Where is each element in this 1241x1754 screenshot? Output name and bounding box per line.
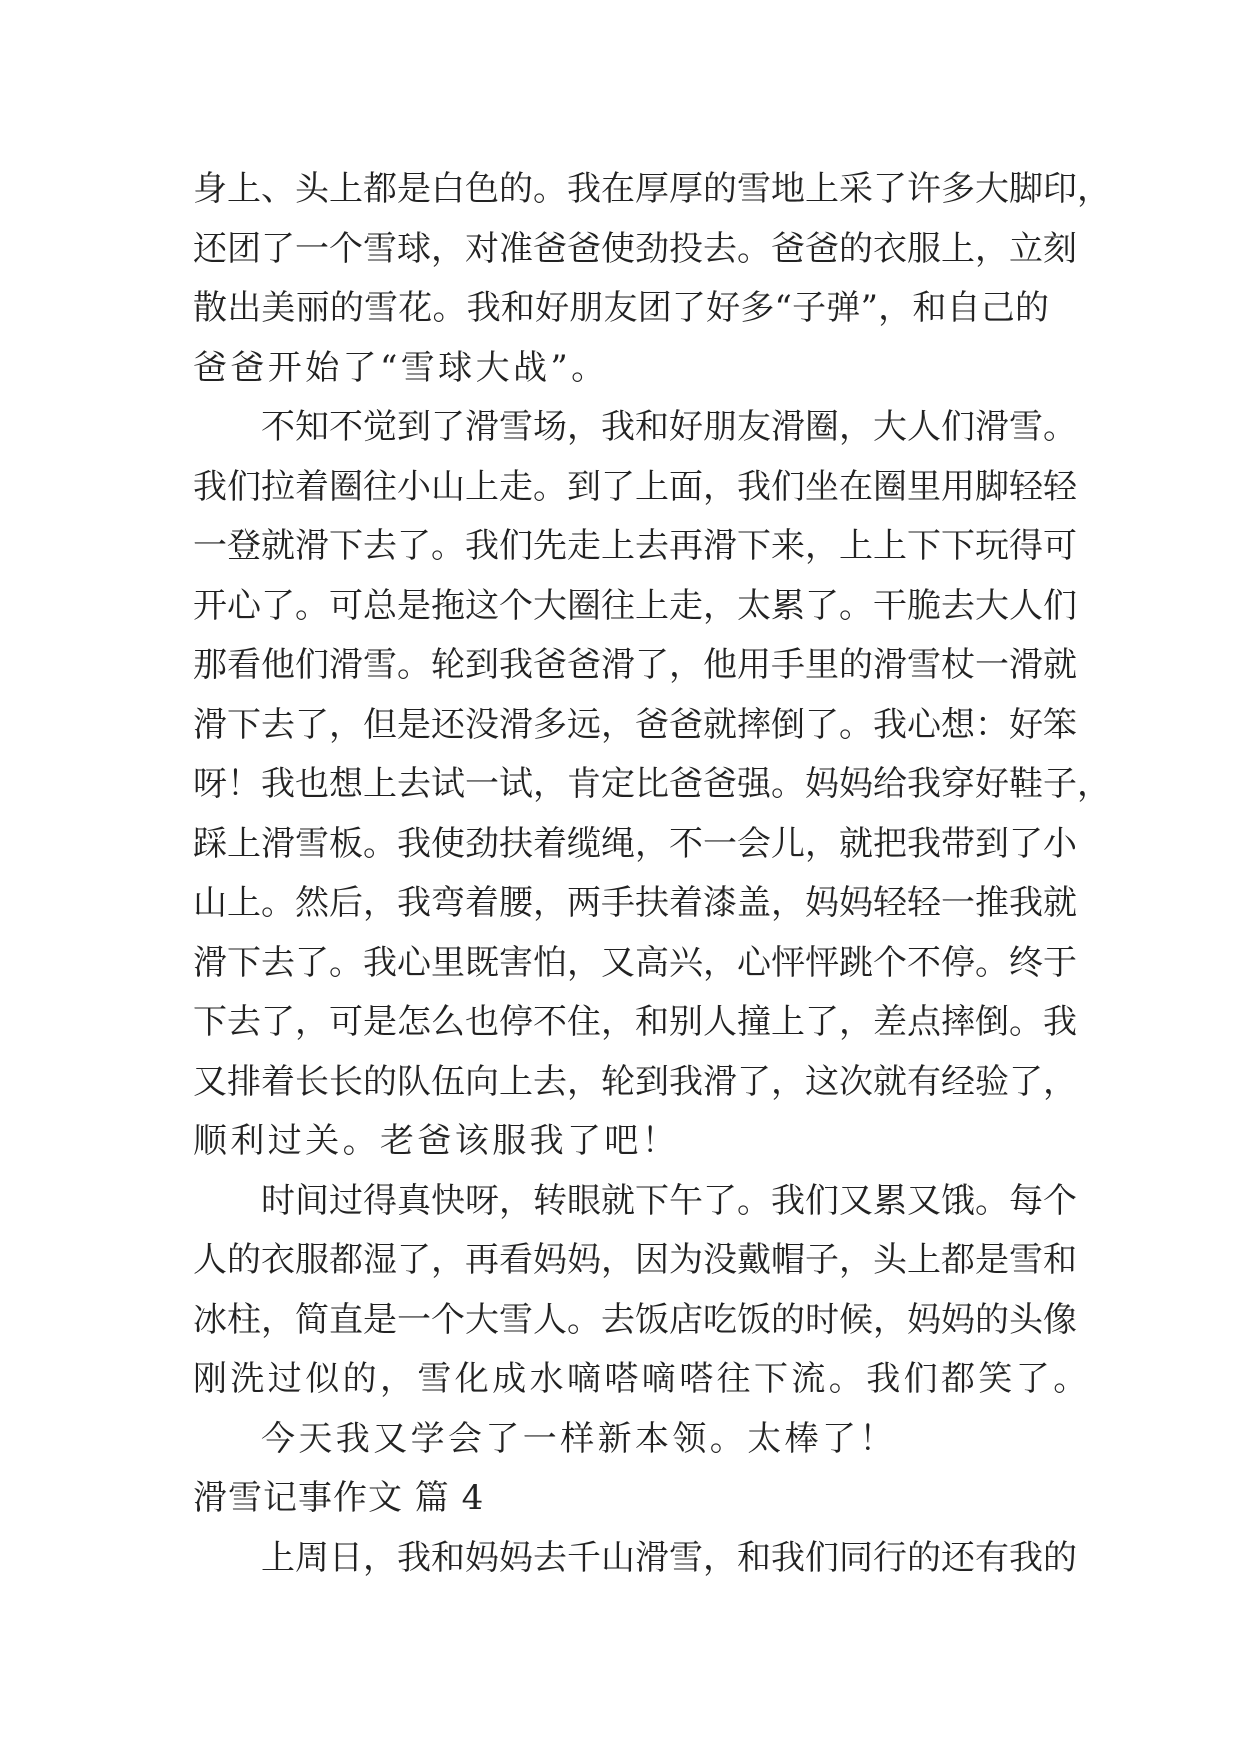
- text-line: 顺利过关。老爸该服我了吧！: [193, 1121, 680, 1161]
- text-line: 下去了，可是怎么也停不住，和别人撞上了，差点摔倒。我: [193, 1002, 1077, 1042]
- text-line: 呀！我也想上去试一试，肯定比爸爸强。妈妈给我穿好鞋子，: [193, 764, 1111, 804]
- text-line: 一登就滑下去了。我们先走上去再滑下来，上上下下玩得可: [193, 526, 1077, 566]
- text-line: 时间过得真快呀，转眼就下午了。我们又累又饿。每个: [261, 1180, 1077, 1221]
- text-line: 踩上滑雪板。我使劲扶着缆绳，不一会儿，就把我带到了小: [193, 823, 1077, 864]
- text-line: 还团了一个雪球，对准爸爸使劲投去。爸爸的衣服上，立刻: [193, 228, 1077, 269]
- text-line: 滑下去了，但是还没滑多远，爸爸就摔倒了。我心想：好笨: [193, 704, 1077, 745]
- document-body: [193, 160, 1111, 1588]
- text-line: 又排着长长的队伍向上去，轮到我滑了，这次就有经验了，: [193, 1061, 1077, 1102]
- text-line: 刚洗过似的，雪化成水嘀嗒嘀嗒往下流。我们都笑了。: [193, 1359, 1091, 1399]
- text-line: 散出美丽的雪花。我和好朋友团了好多“子弹”，和自己的: [193, 288, 1049, 328]
- text-line: 山上。然后，我弯着腰，两手扶着漆盖，妈妈轻轻一推我就: [193, 883, 1077, 923]
- text-line: 上周日，我和妈妈去千山滑雪，和我们同行的还有我的: [261, 1537, 1077, 1578]
- text-line: 人的衣服都湿了，再看妈妈，因为没戴帽子，头上都是雪和: [193, 1240, 1077, 1280]
- text-line: 滑下去了。我心里既害怕，又高兴，心怦怦跳个不停。终于: [193, 942, 1077, 983]
- section-heading: 滑雪记事作文 篇 4: [193, 1478, 485, 1518]
- text-line: 冰柱，简直是一个大雪人。去饭店吃饭的时候，妈妈的头像: [193, 1299, 1077, 1340]
- text-line: 今天我又学会了一样新本领。太棒了！: [261, 1418, 897, 1459]
- text-line: 不知不觉到了滑雪场，我和好朋友滑圈，大人们滑雪。: [261, 407, 1077, 447]
- text-line: 开心了。可总是拖这个大圈往上走，太累了。干脆去大人们: [193, 585, 1077, 626]
- text-line: 我们拉着圈往小山上走。到了上面，我们坐在圈里用脚轻轻: [193, 466, 1077, 507]
- text-line: 爸爸开始了“雪球大战”。: [193, 347, 609, 388]
- text-line: 身上、头上都是白色的。我在厚厚的雪地上采了许多大脚印，: [193, 169, 1111, 209]
- text-line: 那看他们滑雪。轮到我爸爸滑了，他用手里的滑雪杖一滑就: [193, 645, 1077, 685]
